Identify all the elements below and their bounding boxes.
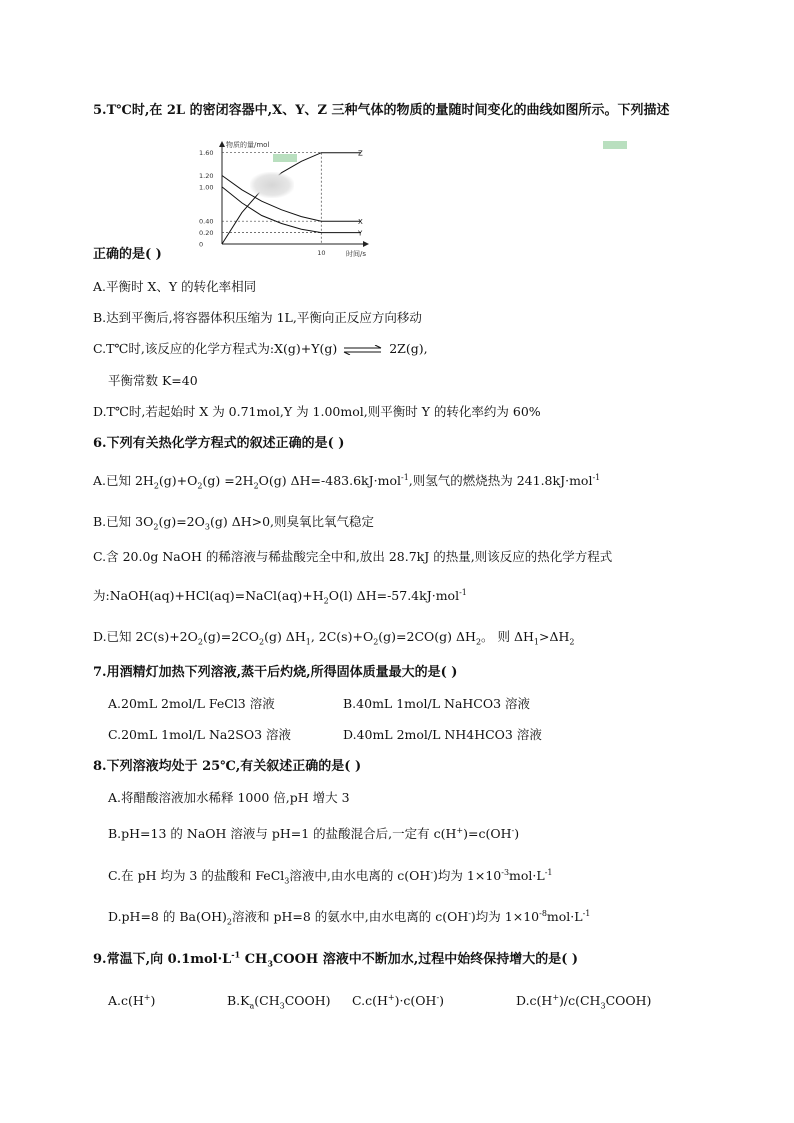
q9-option-c: C.c(H+)·c(OH-) (352, 992, 445, 1008)
y-tick-label: 1.00 (199, 183, 214, 192)
q7-option-a: A.20mL 2mol/L FeCl3 溶液 (108, 696, 275, 711)
q7-stem: 7.用酒精灯加热下列溶液,蒸干后灼烧,所得固体质量最大的是( ) (93, 665, 458, 680)
q6-option-d: D.已知 $2C(s)+2O_2(g)=2CO_2(g)$ $\Delta H_1$, $2C(s)+O_2(g)=2CO(g)$ $\Delta H_2$。 则 $\Delta H_1>\Delta H_2$ (93, 629, 575, 647)
q6-option-a: A.已知 $2H_2(g)+O_2(g) =2H_2O(g)$ ΔH=-483.6kJ·mol$^{-1}$,则氢气的燃烧热为 241.8kJ·mol$^{-1}$ (93, 472, 601, 491)
watermark-block (603, 141, 627, 149)
x-tick-label: 10 (317, 249, 326, 257)
q9-stem: 9.常温下,向 $0.1mol\cdot L^{-1}$ $CH_3COOH$ 溶液中不断加水,过程中始终保持增大的是( ) (93, 949, 579, 969)
q5-option-b: B.达到平衡后,将容器体积压缩为 1L,平衡向正反应方向移动 (93, 310, 422, 325)
figure-mask-block (273, 154, 297, 162)
q5-c-text2: 2Z(g), (389, 341, 428, 356)
series-label-z: Z (358, 149, 363, 158)
q7-option-b: B.40mL 1mol/L NaHCO3 溶液 (343, 696, 531, 711)
series-label-x: X (358, 218, 363, 227)
q5-option-a: A.平衡时 X、Y 的转化率相同 (93, 279, 257, 294)
y-tick-label: 1.20 (199, 172, 214, 181)
q5-option-d: D.T℃时,若起始时 X 为 0.71mol,Y 为 1.00mol,则平衡时 Y 的转化率约为 60% (93, 404, 541, 419)
q8-stem: 8.下列溶液均处于 25℃,有关叙述正确的是( ) (93, 759, 362, 774)
figure-blur-block (250, 172, 294, 198)
q6-stem: 6.下列有关热化学方程式的叙述正确的是( ) (93, 436, 345, 451)
q6-option-c: C.含 20.0g NaOH 的稀溶液与稀盐酸完全中和,放出 28.7kJ 的热量,则该反应的热化学方程式 (93, 549, 613, 564)
q5-option-c (93, 343, 428, 356)
q5-c-text1: C.T℃时,该反应的化学方程式为:X(g)+Y(g) (93, 341, 338, 356)
q5-stem-line1: 5.T℃时,在 2L 的密闭容器中,X、Y、Z 三种气体的物质的量随时间变化的曲线如图所示。下列描述 (93, 103, 670, 118)
y-tick-label: 0.40 (199, 217, 214, 226)
x-axis-label: 时间/s (346, 250, 367, 258)
q5-stem-line2: 正确的是( ) (93, 247, 162, 262)
q5-option-c-line2: 平衡常数 K=40 (108, 373, 198, 388)
q7-option-c: C.20mL 1mol/L Na2SO3 溶液 (108, 727, 292, 742)
q6-option-c-line2: 为$:NaOH(aq)+HCl(aq)=NaCl(aq)+H_2O(l)$ ΔH=-57.4kJ·mol$^{-1}$ (93, 587, 467, 606)
y-tick-label: 0.20 (199, 229, 214, 238)
equilibrium-arrow-icon (343, 345, 383, 355)
q9-option-a: A.c(H+) (108, 992, 156, 1008)
q9-option-b: $B.K_a(CH_3COOH)$ (227, 993, 331, 1011)
y-axis-label: 物质的量/mol (226, 141, 270, 149)
q7-option-d: D.40mL 2mol/L NH4HCO3 溶液 (343, 727, 542, 742)
q8-option-b: B.pH=13 的 NaOH 溶液与 pH=1 的盐酸混合后,一定有 c(H+)=c(OH-) (108, 825, 520, 841)
series-label-y: Y (358, 229, 363, 238)
series-line-z (222, 153, 361, 244)
q8-option-a: A.将醋酸溶液加水稀释 1000 倍,pH 增大 3 (108, 790, 350, 805)
q8-option-d: D.pH=8 的 $Ba(OH)_2$溶液和 pH=8 的氨水中,由水电离的 c(OH-)均为 $1\times 10^{-8}mol\cdot L^{-1}$ (108, 908, 591, 927)
q6-option-b: B.已知 $3O_2(g)=2O_3(g)$ ΔH>0,则臭氧比氧气稳定 (93, 514, 375, 532)
q9-option-d: $D.c(H^+)/c(CH_3COOH)$ (516, 992, 652, 1011)
q8-option-c: C.在 pH 均为 3 的盐酸和 FeCl$_3$溶液中,由水电离的 c(OH-)均为 $1\times 10^{-3}mol\cdot L^{-1}$ (108, 867, 553, 886)
y-tick-label: 1.60 (199, 149, 214, 158)
y-tick-label: 0 (199, 240, 204, 249)
